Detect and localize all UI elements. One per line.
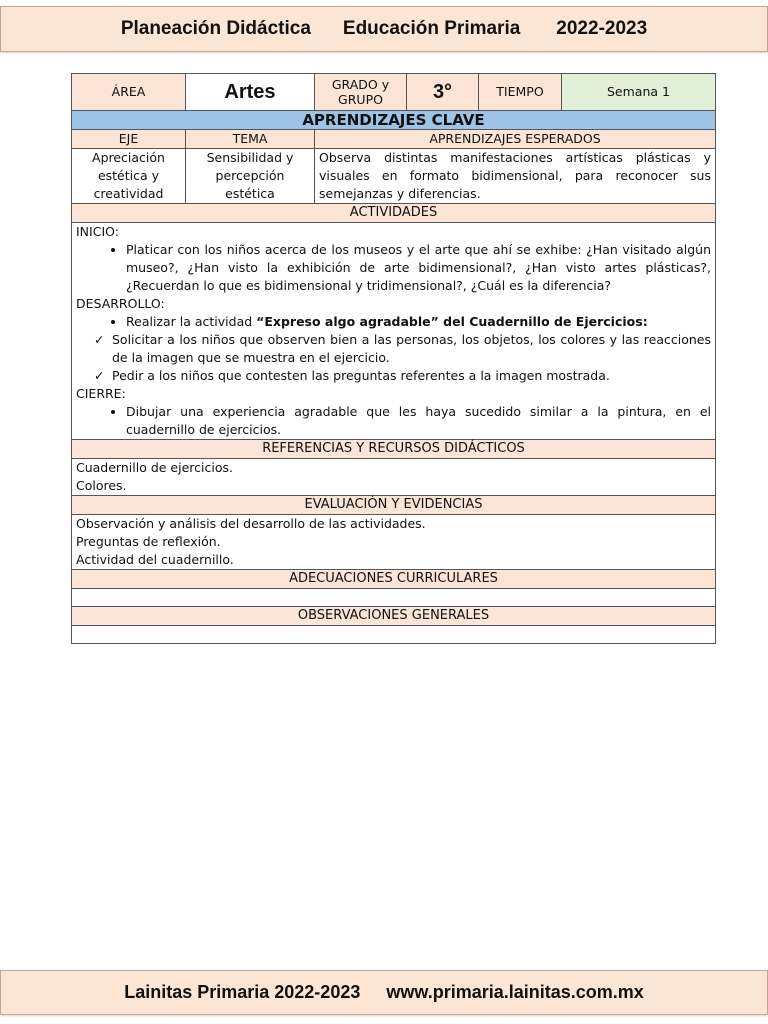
footer-url: www.primaria.lainitas.com.mx xyxy=(386,982,644,1002)
school-year: 2022-2023 xyxy=(556,18,648,39)
actividades-cell xyxy=(72,223,716,440)
actividades-title: ACTIVIDADES xyxy=(72,204,716,223)
observaciones-title: OBSERVACIONES GENERALES xyxy=(72,607,716,626)
eje-header: EJE xyxy=(72,130,186,149)
actividades-header-row xyxy=(72,204,716,223)
check-item-2 xyxy=(92,367,711,385)
check-item-1 xyxy=(92,331,711,367)
eje-tema-row xyxy=(72,149,716,204)
evaluacion-item: Actividad del cuadernillo. xyxy=(76,552,234,567)
referencia-item: Cuadernillo de ejercicios. xyxy=(76,460,233,475)
footer-brand: Lainitas Primaria 2022-2023 xyxy=(124,982,361,1002)
evaluacion-item: Preguntas de reflexión. xyxy=(76,534,221,549)
column-headers-row xyxy=(72,130,716,149)
check-icon: ✓ xyxy=(94,332,105,347)
evaluacion-item: Observación y análisis del desarrollo de las actividades. xyxy=(76,516,426,531)
area-label: ÁREA xyxy=(72,74,186,111)
tema-header: TEMA xyxy=(186,130,315,149)
desarrollo-list xyxy=(76,313,711,331)
aprendizajes-clave-title: APRENDIZAJES CLAVE xyxy=(72,111,716,130)
tiempo-value: Semana 1 xyxy=(562,74,716,111)
cierre-list xyxy=(76,403,711,439)
adecuaciones-row xyxy=(72,589,716,607)
evaluacion-header-row xyxy=(72,496,716,515)
evaluacion-cell xyxy=(72,515,716,570)
eje-cell: Apreciación estética y creatividad xyxy=(72,149,186,204)
header-row xyxy=(72,74,716,111)
footer-band xyxy=(0,970,768,1015)
referencias-title: REFERENCIAS Y RECURSOS DIDÁCTICOS xyxy=(72,440,716,459)
inicio-list xyxy=(76,241,711,295)
check-item-2-text: Pedir a los niños que contesten las preguntas referentes a la imagen mostrada. xyxy=(112,368,610,383)
aprendizaje-cell: Observa distintas manifestaciones artísticas plásticas y visuales en formato bidimensional, para reconocer sus semejanzas y diferencias. xyxy=(315,149,716,204)
adecuaciones-header-row xyxy=(72,570,716,589)
observaciones-header-row xyxy=(72,607,716,626)
check-item-1-text: Solicitar a los niños que observen bien a las personas, los objetos, los colores y las reacciones de la imagen que se muestra en el ejercicio. xyxy=(112,332,711,365)
area-value: Artes xyxy=(186,74,315,111)
cierre-item: • Dibujar una experiencia agradable que les haya sucedido similar a la pintura, en el cuadernillo de ejercicios. xyxy=(126,403,711,439)
desarrollo-item-text: Realizar la actividad xyxy=(126,314,257,329)
header-band xyxy=(0,6,768,52)
adecuaciones-title: ADECUACIONES CURRICULARES xyxy=(72,570,716,589)
desarrollo-checklist xyxy=(76,331,711,385)
cierre-label: CIERRE: xyxy=(76,386,126,401)
evaluacion-row xyxy=(72,515,716,570)
document-title: Planeación Didáctica xyxy=(120,18,311,39)
referencias-header-row xyxy=(72,440,716,459)
check-icon: ✓ xyxy=(94,368,105,383)
activity-name: “Expreso algo agradable” del Cuadernillo de Ejercicios: xyxy=(256,314,648,329)
lesson-plan-table xyxy=(71,73,716,644)
inicio-label: INICIO: xyxy=(76,224,119,239)
desarrollo-item xyxy=(126,313,711,331)
grado-value: 3° xyxy=(407,74,479,111)
aprendizajes-clave-row xyxy=(72,111,716,130)
inicio-item: • Platicar con los niños acerca de los museos y el arte que ahí se exhibe: ¿Han visitado algún museo?, ¿Han visto la exhibición de arte bidimensional?, ¿Han visto artes plásticas?, ¿Recuerdan lo que es bidimensional y tridimensional?, ¿Cuál es la diferencia? xyxy=(126,241,711,295)
adecuaciones-cell xyxy=(72,589,716,607)
actividades-row xyxy=(72,223,716,440)
grado-label: GRADO y GRUPO xyxy=(315,74,407,111)
referencias-row xyxy=(72,459,716,496)
referencias-cell xyxy=(72,459,716,496)
evaluacion-title: EVALUACIÓN Y EVIDENCIAS xyxy=(72,496,716,515)
referencia-item: Colores. xyxy=(76,478,127,493)
aprendizajes-header: APRENDIZAJES ESPERADOS xyxy=(315,130,716,149)
education-level: Educación Primaria xyxy=(342,18,521,39)
tema-cell: Sensibilidad y percepción estética xyxy=(186,149,315,204)
tiempo-label: TIEMPO xyxy=(479,74,562,111)
observaciones-cell xyxy=(72,626,716,644)
desarrollo-label: DESARROLLO: xyxy=(76,296,165,311)
observaciones-row xyxy=(72,626,716,644)
